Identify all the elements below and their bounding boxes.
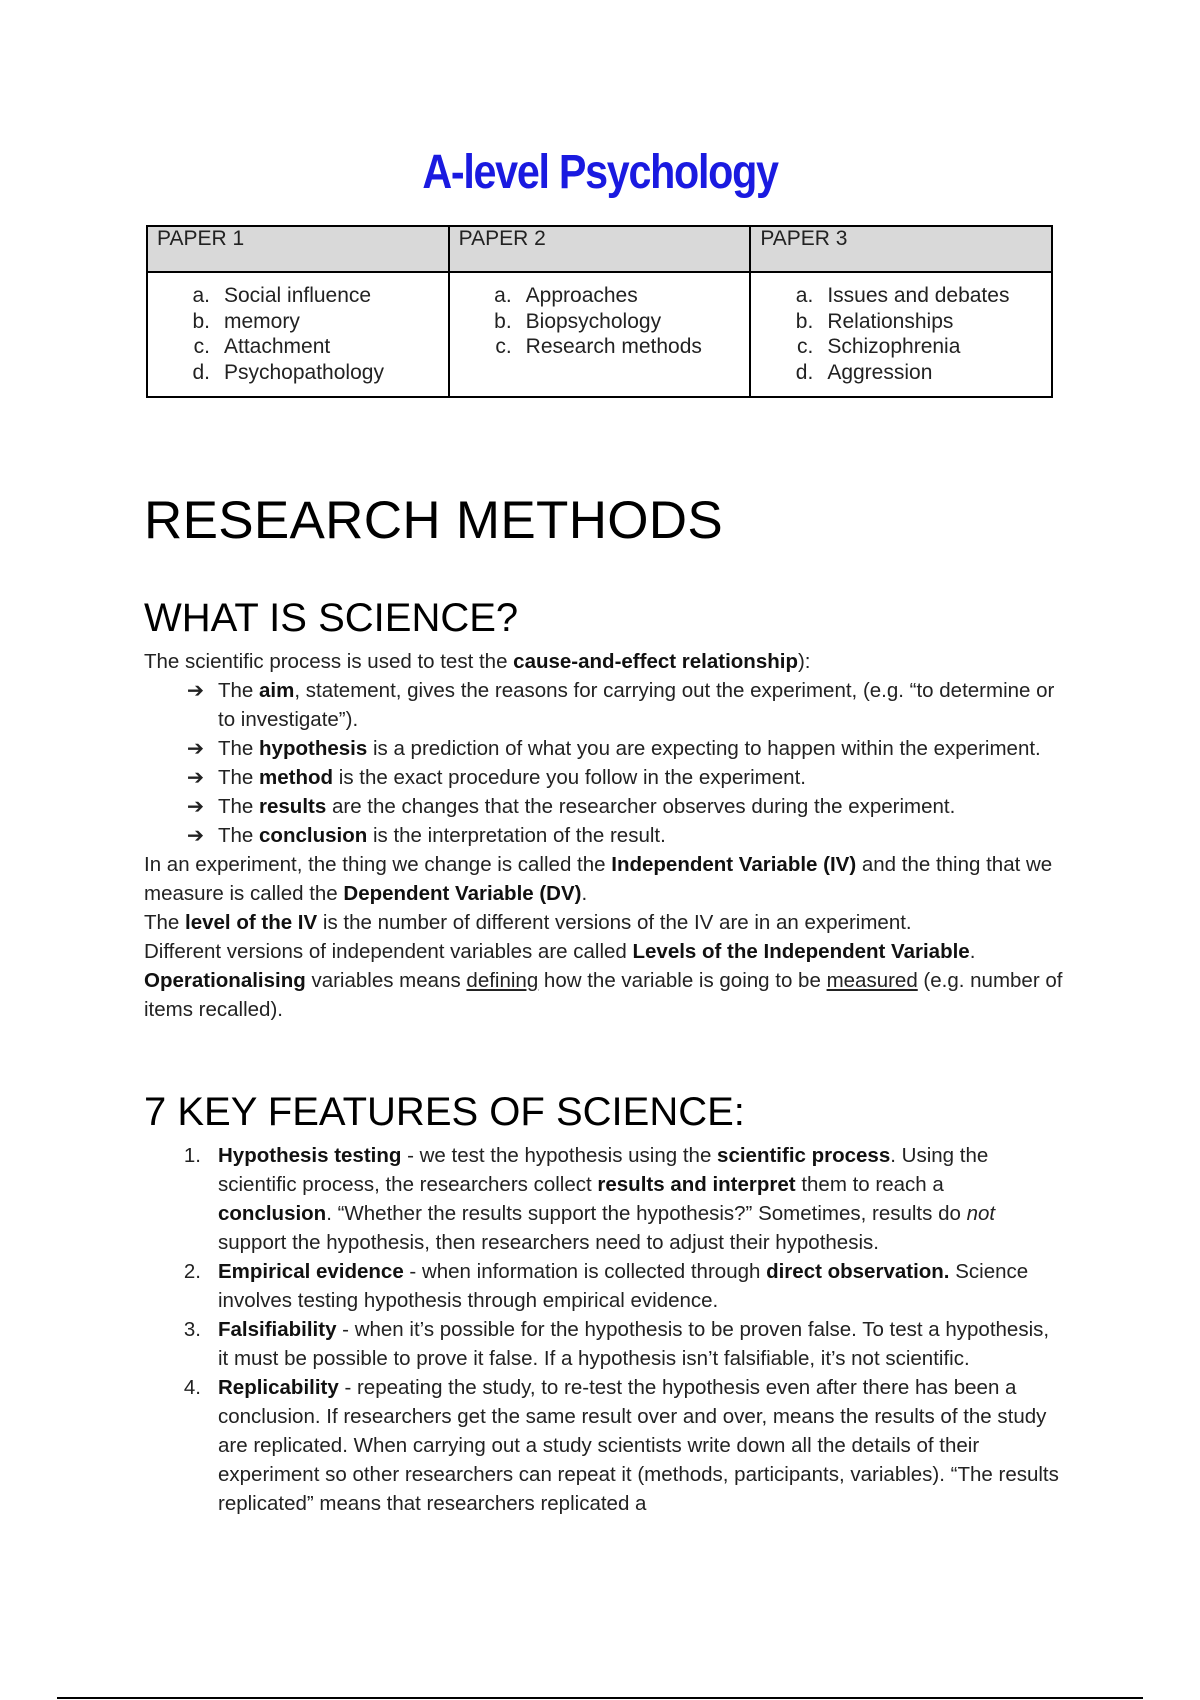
paper-3-topic-list — [751, 283, 1051, 385]
list-item: a. Social influence — [192, 284, 372, 307]
list-item: b. Biopsychology — [494, 309, 662, 333]
topic-label: Aggression — [827, 360, 933, 384]
key-features-section — [144, 1141, 1074, 1518]
list-item: c. Attachment — [193, 335, 331, 358]
paper-1-topics — [147, 272, 449, 397]
list-item: ➔ The aim, statement, gives the reasons for carrying out the experiment, (e.g. “to determine or to investigate”). — [144, 676, 1074, 734]
list-item: a. Approaches — [494, 284, 638, 307]
section-heading: RESEARCH METHODS — [144, 491, 724, 550]
topic-label: Approaches — [525, 284, 638, 307]
topic-label: Issues and debates — [827, 284, 1010, 307]
topic-label: Relationships — [827, 309, 954, 333]
paper-1-header: PAPER 1 — [147, 226, 449, 272]
paper-2-header: PAPER 2 — [449, 226, 751, 272]
level-paragraph: The level of the IV is the number of different versions of the IV are in an experiment. — [144, 911, 912, 934]
papers-header-row — [147, 226, 1052, 272]
list-item: ➔ The hypothesis is a prediction of what you are expecting to happen within the experiment. — [144, 734, 1074, 763]
iv-dv-paragraph: In an experiment, the thing we change is called the Independent Variable (IV) and the thing that we measure is called the Dependent Variable (DV). — [144, 853, 1053, 905]
scientific-process-list — [144, 676, 1074, 850]
list-item: 2. Empirical evidence - when information is collected through direct observation. Science involves testing hypothesis through empirical evidence. — [183, 1260, 1029, 1312]
page-title: A-level Psychology — [422, 146, 778, 199]
list-item: 1. Hypothesis testing - we test the hypothesis using the scientific process. Using the scientific process, the researchers collect results and interpret them to reach a conclusion. “Whether the results support the hypothesis?” Sometimes, results do not support the hypothesis, then researchers need to adjust their hypothesis. — [183, 1144, 996, 1254]
topic-label: Schizophrenia — [827, 335, 961, 358]
arrow-icon: ➔ — [186, 824, 204, 847]
topic-label: Attachment — [224, 335, 331, 358]
papers-table — [146, 225, 1053, 398]
key-features-list — [144, 1141, 1074, 1518]
science-section — [144, 647, 1074, 1024]
arrow-icon: ➔ — [186, 679, 204, 702]
paper-3-header: PAPER 3 — [750, 226, 1052, 272]
science-heading: WHAT IS SCIENCE? — [144, 596, 519, 640]
topic-label: Biopsychology — [525, 309, 662, 333]
list-item: b. Relationships — [795, 309, 954, 333]
arrow-icon: ➔ — [186, 737, 204, 760]
list-item: d. Aggression — [795, 360, 933, 384]
arrow-icon: ➔ — [186, 795, 204, 818]
list-item: ➔ The results are the changes that the researcher observes during the experiment. — [144, 792, 1074, 821]
list-item: c. Research methods — [495, 335, 702, 358]
list-item: a. Issues and debates — [795, 284, 1010, 307]
list-item: b. memory — [192, 309, 300, 333]
list-item: d. Psychopathology — [192, 360, 384, 384]
list-item: 3. Falsifiability - when it’s possible for the hypothesis to be proven false. To test a hypothesis, it must be possible to prove it false. If a hypothesis isn’t falsifiable, it’s not scientific. — [183, 1318, 1050, 1370]
paper-2-topic-list — [450, 283, 750, 360]
list-item: ➔ The method is the exact procedure you follow in the experiment. — [144, 763, 1074, 792]
footer-divider — [57, 1697, 1143, 1699]
topic-label: memory — [224, 309, 300, 333]
topic-label: Psychopathology — [224, 360, 384, 384]
paper-2-topics — [449, 272, 751, 397]
science-intro: The scientific process is used to test the cause-and-effect relationship): — [144, 650, 811, 673]
topic-label: Research methods — [525, 335, 702, 358]
arrow-icon: ➔ — [186, 766, 204, 789]
list-item: ➔ The conclusion is the interpretation of the result. — [144, 821, 1074, 850]
operationalising-paragraph: Operationalising variables means defining how the variable is going to be measured (e.g. number of items recalled). — [144, 969, 1063, 1021]
levels-paragraph: Different versions of independent variables are called Levels of the Independent Variable. — [144, 940, 976, 963]
list-item: c. Schizophrenia — [796, 335, 961, 358]
key-features-heading: 7 KEY FEATURES OF SCIENCE: — [144, 1090, 745, 1134]
list-item: 4. Replicability - repeating the study, to re-test the hypothesis even after there has been a conclusion. If researchers get the same result over and over, means the results of the study are replicated. When carrying out a study scientists write down all the details of their experiment so other researchers can repeat it (methods, participants, variables). “The results replicated” means that researchers replicated a — [183, 1376, 1059, 1515]
topic-label: Social influence — [224, 284, 372, 307]
paper-1-topic-list — [148, 283, 448, 385]
paper-3-topics — [750, 272, 1052, 397]
papers-topics-row — [147, 272, 1052, 397]
